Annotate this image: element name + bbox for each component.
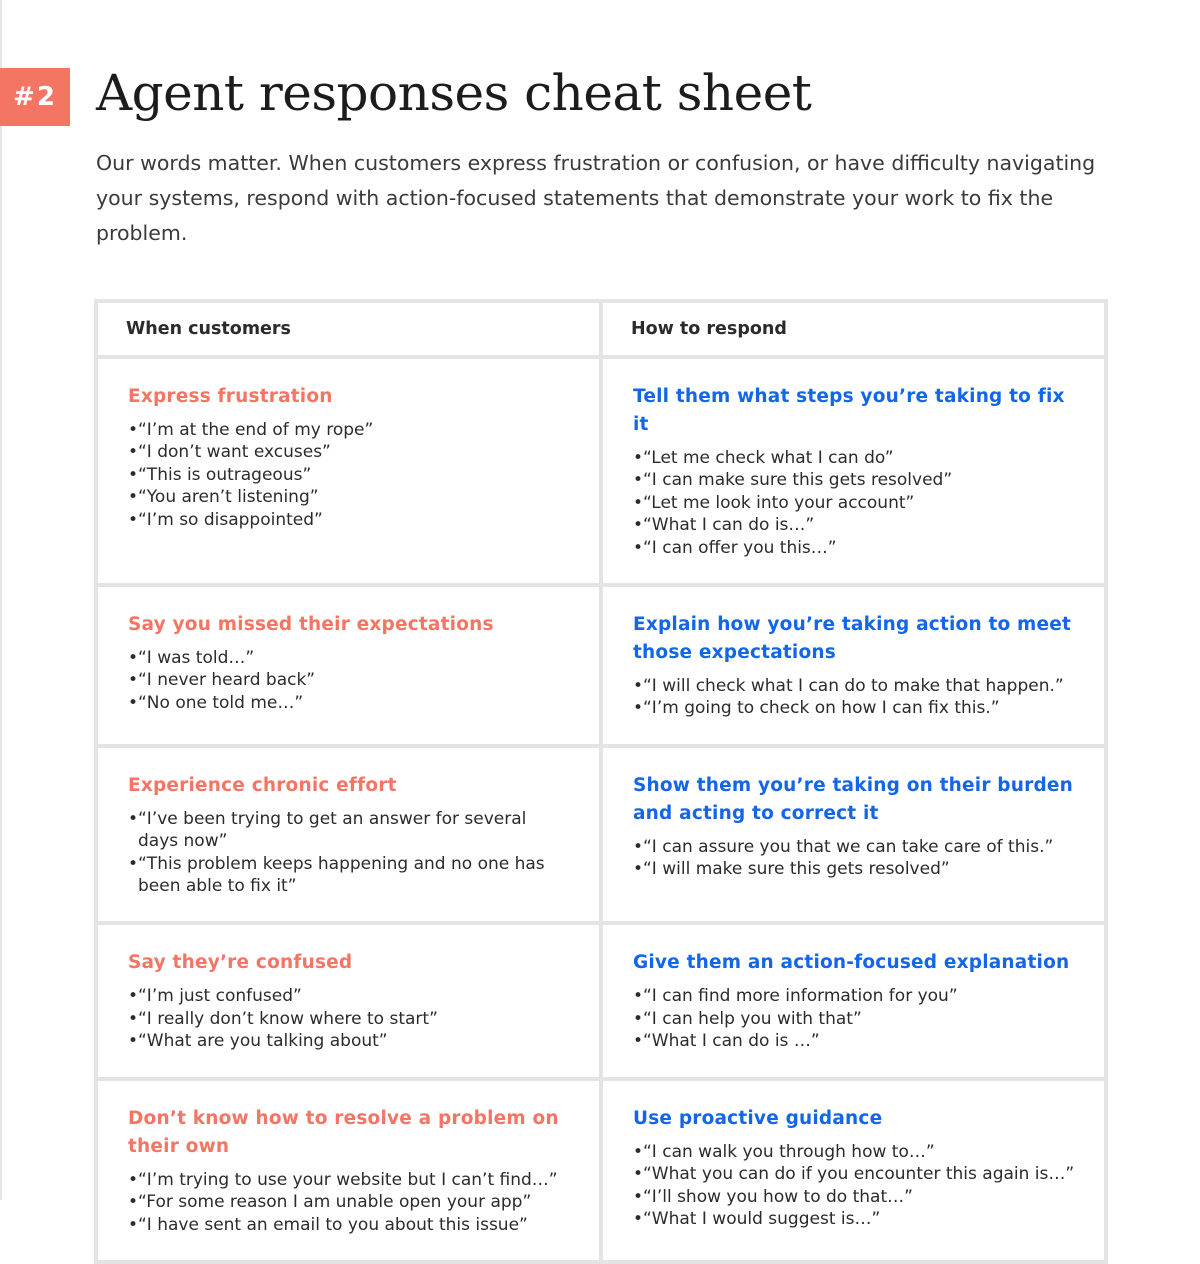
response-quote-text: “I can walk you through how to…” (643, 1141, 935, 1162)
bullet-icon: • (128, 692, 139, 713)
response-cell (601, 357, 1106, 585)
customer-quote-text: “I’m so disappointed” (138, 509, 323, 530)
list-item (128, 1169, 571, 1191)
response-quote-list (633, 447, 1076, 559)
customer-quote-list (128, 1169, 571, 1236)
response-cell (601, 923, 1106, 1078)
list-item (633, 1163, 1076, 1185)
response-quote-text: “Let me look into your account” (643, 492, 915, 513)
bullet-icon: • (633, 1208, 644, 1229)
list-item (128, 669, 571, 691)
list-item (128, 464, 571, 486)
list-item (633, 675, 1076, 697)
response-quote-list (633, 1141, 1076, 1231)
intro-paragraph: Our words matter. When customers express frustration or confusion, or have difficulty navigating your systems, respond with action-focused statements that demonstrate your work to fix the problem. (96, 151, 1096, 245)
customer-quote-text: “This problem keeps happening and no one has been able to fix it” (138, 853, 545, 897)
response-quote-text: “What you can do if you encounter this again is…” (643, 1164, 1075, 1185)
customer-quote-text: “What are you talking about” (138, 1031, 388, 1052)
bullet-icon: • (128, 442, 139, 463)
cheat-sheet-table (94, 299, 1108, 1264)
bullet-icon: • (128, 1169, 139, 1190)
list-item (128, 1030, 571, 1052)
customer-quote-list (128, 419, 571, 531)
bullet-icon: • (128, 808, 139, 829)
customer-quote-list (128, 985, 571, 1052)
customer-heading: Say they’re confused (128, 952, 353, 974)
bullet-icon: • (128, 420, 139, 440)
list-item (128, 509, 571, 531)
list-item (128, 1214, 571, 1236)
response-quote-list (633, 836, 1076, 881)
response-quote-text: “I will check what I can do to make that happen.” (643, 676, 1064, 697)
list-item (633, 985, 1076, 1007)
bullet-icon: • (128, 487, 139, 508)
bullet-icon: • (633, 515, 644, 536)
column-header-when-customers: When customers (96, 301, 601, 357)
bullet-icon: • (633, 1141, 644, 1162)
customer-quote-text: “I really don’t know where to start” (138, 1008, 438, 1029)
customer-quote-text: “For some reason I am unable open your app” (138, 1192, 532, 1213)
list-item (128, 1191, 571, 1213)
response-heading: Tell them what steps you’re taking to fix it (633, 386, 1065, 435)
customer-quote-list (128, 808, 571, 898)
list-item (128, 1008, 571, 1030)
response-quote-text: “I can find more information for you” (643, 986, 958, 1007)
response-quote-text: “I can offer you this…” (643, 537, 837, 558)
list-item (128, 692, 571, 714)
bullet-icon: • (633, 537, 644, 558)
list-item (633, 514, 1076, 536)
customer-quote-text: “I’ve been trying to get an answer for several days now” (138, 808, 527, 852)
page-title: Agent responses cheat sheet (96, 64, 812, 122)
bullet-icon: • (633, 1164, 644, 1185)
bullet-icon: • (128, 853, 139, 874)
customer-quote-text: “I’m trying to use your website but I can’t find…” (138, 1169, 558, 1190)
table-row (96, 1079, 1106, 1262)
bullet-icon: • (633, 1186, 644, 1207)
bullet-icon: • (633, 1008, 644, 1029)
response-heading: Explain how you’re taking action to meet those expectations (633, 614, 1072, 664)
table-row (96, 746, 1106, 924)
response-quote-text: “I’ll show you how to do that…” (643, 1186, 913, 1207)
response-quote-text: “What I would suggest is…” (643, 1208, 881, 1229)
page-edge-rule (0, 0, 2, 1200)
bullet-icon: • (633, 448, 644, 468)
bullet-icon: • (128, 1192, 139, 1213)
bullet-icon: • (128, 1214, 139, 1235)
list-item (128, 853, 571, 898)
list-item (128, 441, 571, 463)
customer-cell (96, 923, 601, 1078)
table-header-row (96, 301, 1106, 357)
response-quote-text: “I can assure you that we can take care of this.” (643, 836, 1054, 857)
customer-heading: Say you missed their expectations (128, 614, 494, 636)
customer-cell (96, 1079, 601, 1262)
customer-quote-text: “This is outrageous” (138, 464, 312, 485)
list-item (128, 985, 571, 1007)
list-item (128, 419, 571, 441)
bullet-icon: • (128, 670, 139, 691)
list-item (128, 486, 571, 508)
customer-cell (96, 357, 601, 585)
list-item (633, 1186, 1076, 1208)
response-quote-text: “What I can do is…” (643, 515, 815, 536)
customer-cell (96, 585, 601, 746)
response-cell (601, 746, 1106, 924)
customer-quote-text: “I don’t want excuses” (138, 442, 331, 463)
column-header-how-to-respond: How to respond (601, 301, 1106, 357)
list-item (633, 858, 1076, 880)
bullet-icon: • (128, 509, 139, 530)
bullet-icon: • (128, 648, 139, 669)
response-quote-text: “Let me check what I can do” (643, 448, 894, 468)
response-heading: Use proactive guidance (633, 1107, 883, 1129)
customer-heading: Experience chronic effort (128, 774, 397, 796)
bullet-icon: • (633, 859, 644, 880)
list-item (633, 836, 1076, 858)
customer-cell (96, 746, 601, 924)
list-item (633, 1008, 1076, 1030)
response-cell (601, 1079, 1106, 1262)
list-item (128, 647, 571, 669)
bullet-icon: • (633, 676, 644, 697)
customer-quote-text: “I never heard back” (138, 670, 316, 691)
list-item (633, 492, 1076, 514)
response-quote-text: “I can make sure this gets resolved” (643, 470, 953, 491)
response-quote-list (633, 985, 1076, 1052)
bullet-icon: • (633, 1031, 644, 1052)
table-row (96, 923, 1106, 1078)
customer-quote-list (128, 647, 571, 714)
list-item (633, 469, 1076, 491)
response-cell (601, 585, 1106, 746)
customer-quote-text: “You aren’t listening” (138, 487, 319, 508)
section-number-badge: #2 (0, 68, 70, 126)
response-heading: Show them you’re taking on their burden and acting to correct it (633, 774, 1074, 824)
list-item (633, 447, 1076, 469)
list-item (633, 1030, 1076, 1052)
bullet-icon: • (128, 986, 139, 1007)
bullet-icon: • (633, 698, 644, 719)
list-item (633, 1208, 1076, 1230)
list-item (633, 537, 1076, 559)
response-quote-text: “I can help you with that” (643, 1008, 862, 1029)
bullet-icon: • (128, 464, 139, 485)
response-quote-text: “What I can do is …” (643, 1031, 820, 1052)
customer-quote-text: “I have sent an email to you about this issue” (138, 1214, 528, 1235)
customer-quote-text: “I’m at the end of my rope” (138, 420, 374, 440)
bullet-icon: • (128, 1031, 139, 1052)
customer-heading: Express frustration (128, 386, 333, 407)
table-body (96, 357, 1106, 1262)
customer-quote-text: “I’m just confused” (138, 986, 302, 1007)
customer-heading: Don’t know how to resolve a problem on their own (128, 1107, 559, 1157)
list-item (128, 808, 571, 853)
customer-quote-text: “I was told…” (138, 648, 255, 669)
response-quote-text: “I will make sure this gets resolved” (643, 859, 950, 880)
bullet-icon: • (633, 492, 644, 513)
response-heading: Give them an action-focused explanation (633, 952, 1070, 974)
bullet-icon: • (128, 1008, 139, 1029)
response-quote-text: “I’m going to check on how I can fix this.” (643, 698, 1000, 719)
response-quote-list (633, 675, 1076, 720)
list-item (633, 1141, 1076, 1163)
bullet-icon: • (633, 836, 644, 857)
table-row (96, 357, 1106, 585)
table-row (96, 585, 1106, 746)
bullet-icon: • (633, 470, 644, 491)
list-item (633, 697, 1076, 719)
bullet-icon: • (633, 986, 644, 1007)
customer-quote-text: “No one told me…” (138, 692, 304, 713)
